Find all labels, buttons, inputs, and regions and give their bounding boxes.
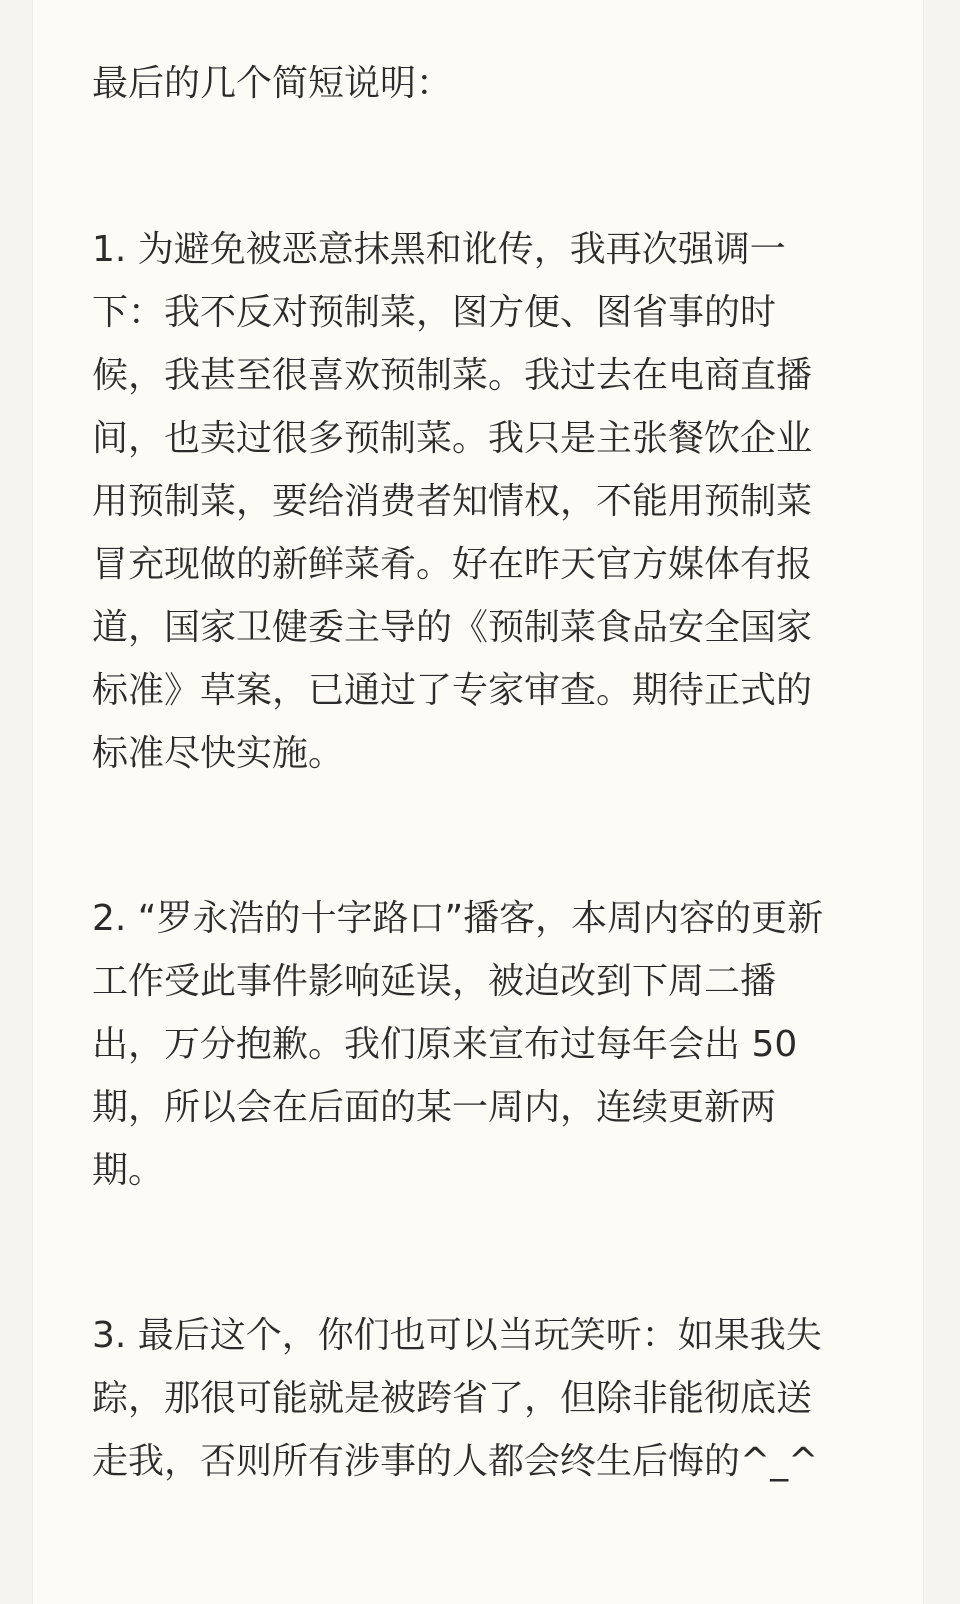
text-line: 走我，否则所有涉事的人都会终生后悔的^_^ — [92, 1441, 819, 1482]
text-line: 用预制菜，要给消费者知情权，不能用预制菜 — [92, 481, 813, 522]
spacer — [92, 785, 832, 887]
text-line: 候，我甚至很喜欢预制菜。我过去在电商直播 — [92, 355, 813, 396]
heading: 最后的几个简短说明： — [92, 63, 453, 104]
text-line: 间，也卖过很多预制菜。我只是主张餐饮企业 — [92, 418, 813, 459]
paragraph-1 — [92, 218, 832, 785]
paragraph-3 — [92, 1304, 832, 1493]
text-line: 下：我不反对预制菜，图方便、图省事的时 — [92, 292, 777, 333]
text-line: 2. “罗永浩的十字路口”播客，本周内容的更新 — [92, 898, 824, 939]
text-line: 标准尽快实施。 — [92, 733, 345, 774]
statement-body — [92, 52, 832, 1493]
text-line: 踪，那很可能就是被跨省了，但除非能彻底送 — [92, 1378, 813, 1419]
text-line: 3. 最后这个，你们也可以当玩笑听：如果我失 — [92, 1315, 822, 1356]
text-line: 出，万分抱歉。我们原来宣布过每年会出 50 — [92, 1024, 798, 1065]
text-line: 冒充现做的新鲜菜肴。好在昨天官方媒体有报 — [92, 544, 813, 585]
text-line: 期。 — [92, 1150, 165, 1191]
text-line: 道，国家卫健委主导的《预制菜食品安全国家 — [92, 607, 813, 648]
text-line: 期，所以会在后面的某一周内，连续更新两 — [92, 1087, 777, 1128]
text-line: 1. 为避免被恶意抹黑和讹传，我再次强调一 — [92, 229, 786, 270]
text-line: 标准》草案，已通过了专家审查。期待正式的 — [92, 670, 813, 711]
spacer — [92, 1202, 832, 1304]
spacer — [92, 115, 832, 218]
paragraph-2 — [92, 887, 832, 1202]
text-line: 工作受此事件影响延误，被迫改到下周二播 — [92, 961, 777, 1002]
